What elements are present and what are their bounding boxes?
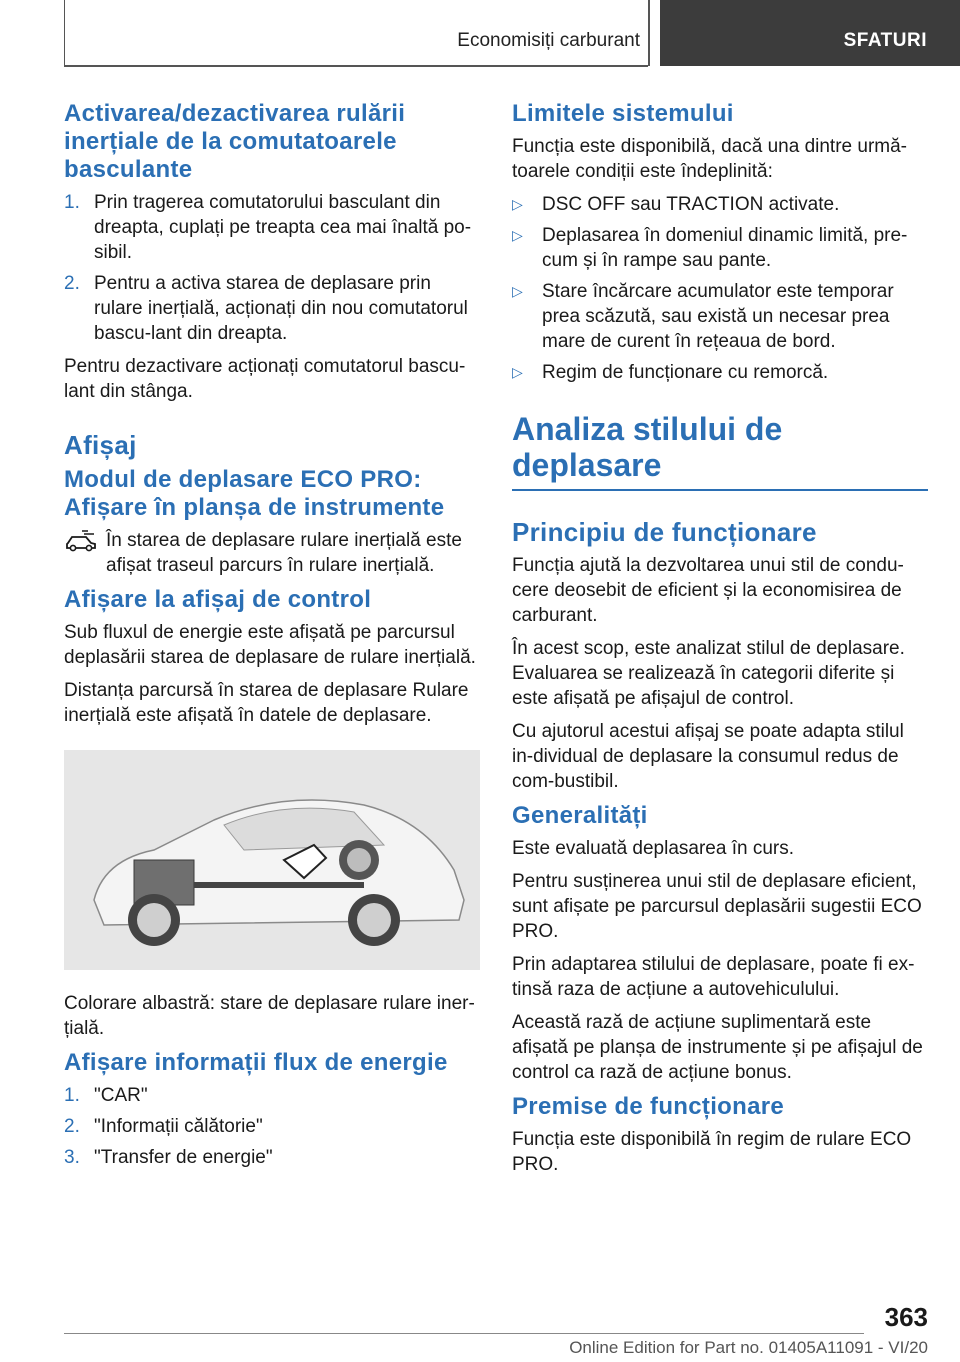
- item-text: Stare încărcare acumulator este temporar prea scăzută, sau există un necesar prea mare de curent în rețeaua de bord.: [542, 281, 894, 352]
- list-item: [64, 271, 480, 346]
- page-number: 363: [884, 1302, 928, 1332]
- header-section-tab: SFATURI: [660, 0, 960, 66]
- heading-driving-style-analysis: Analiza stilului de deplasare: [512, 411, 928, 491]
- triangle-bullet-icon: ▷: [512, 196, 523, 212]
- list-item: [512, 223, 928, 273]
- footer-rule: [64, 1333, 864, 1334]
- item-text: Deplasarea în domeniul dinamic limită, pre-cum și în rampe sau pante.: [542, 225, 908, 271]
- item-text: Regim de funcționare cu remorcă.: [542, 362, 829, 383]
- general-paragraph-1: Este evaluată deplasarea în curs.: [512, 838, 795, 859]
- list-item: [512, 192, 928, 217]
- item-number: 3.: [64, 1147, 80, 1168]
- eco-pro-text: În starea de deplasare rulare inerțială este afișat traseul parcurs în rulare inerțială.: [106, 530, 462, 576]
- control-paragraph-1: Sub fluxul de energie este afișată pe parcursul deplasării starea de deplasare de rulare inerțială.: [64, 622, 476, 668]
- footer-edition: Online Edition for Part no. 01405A11091 - VI/20: [569, 1338, 928, 1357]
- car-drivetrain-illustration: [64, 750, 480, 970]
- coasting-car-icon: [64, 529, 98, 553]
- control-paragraph-2: Distanța parcursă în starea de deplasare Rulare inerțială este afișată în datele de deplasare.: [64, 680, 469, 726]
- right-column: [512, 100, 928, 1185]
- heading-control-display: Afișare la afișaj de control: [64, 586, 372, 613]
- triangle-bullet-icon: ▷: [512, 227, 523, 243]
- limits-intro: Funcția este disponibilă, dacă una dintre urmă-toarele condiții este îndeplinită:: [512, 136, 908, 182]
- heading-system-limits: Limitele sistemului: [512, 100, 734, 127]
- item-text: "Informații călătorie": [94, 1116, 263, 1137]
- list-item: [64, 1114, 480, 1139]
- heading-prerequisites: Premise de funcționare: [512, 1093, 785, 1120]
- header-right-rule: [648, 0, 650, 66]
- general-paragraph-2: Pentru susținerea unui stil de deplasare eficient, sunt afișate pe parcursul deplasării sugestii ECO PRO.: [512, 871, 922, 942]
- heading-general: Generalități: [512, 802, 648, 829]
- step-text: Pentru a activa starea de deplasare prin rulare inerțială, acționați din nou comutatorul bascu-lant din dreapta.: [94, 273, 468, 344]
- heading-energy-flux: Afișare informații flux de energie: [64, 1049, 448, 1076]
- step-number: 2.: [64, 273, 80, 294]
- general-paragraph-3: Prin adaptarea stilului de deplasare, poate fi ex-tinsă raza de acțiune a autovehiculului.: [512, 954, 915, 1000]
- header-chapter-title: Economisiți carburant: [457, 30, 640, 51]
- principle-paragraph-3: Cu ajutorul acestui afișaj se poate adapta stilul in-dividual de deplasare la consumul redus de com-bustibil.: [512, 721, 904, 792]
- triangle-bullet-icon: ▷: [512, 283, 523, 299]
- heading-display: Afișaj: [64, 430, 137, 460]
- prerequisites-paragraph: Funcția este disponibilă în regim de rulare ECO PRO.: [512, 1129, 912, 1175]
- heading-operating-principle: Principiu de funcționare: [512, 517, 817, 547]
- header-bottom-rule: [64, 65, 648, 67]
- limits-list: [512, 192, 928, 385]
- item-number: 1.: [64, 1085, 80, 1106]
- principle-paragraph-1: Funcția ajută la dezvoltarea unui stil de condu-cere deosebit de eficient și la economisirea de carburant.: [512, 555, 904, 626]
- list-item: [512, 360, 928, 385]
- list-item: [64, 190, 480, 265]
- principle-paragraph-2: În acest scop, este analizat stilul de deplasare. Evaluarea se realizează în categorii diferite și este afișată pe afișajul de control.: [512, 638, 905, 709]
- step-text: Prin tragerea comutatorului basculant din dreapta, cuplați pe treapta cea mai înaltă po-sibil.: [94, 192, 472, 263]
- heading-activate-coasting: Activarea/dezactivarea rulării inerțiale de la comutatoarele basculante: [64, 100, 406, 183]
- item-text: "CAR": [94, 1085, 148, 1106]
- step-number: 1.: [64, 192, 80, 213]
- triangle-bullet-icon: ▷: [512, 364, 523, 380]
- list-item: [64, 1083, 480, 1108]
- list-item: [512, 279, 928, 354]
- flux-list: [64, 1083, 480, 1170]
- item-text: "Transfer de energie": [94, 1147, 273, 1168]
- activate-steps-list: [64, 190, 480, 346]
- header-left-rule: [64, 0, 65, 66]
- list-item: [64, 1145, 480, 1170]
- item-text: DSC OFF sau TRACTION activate.: [542, 194, 840, 215]
- heading-eco-pro-instrument: Modul de deplasare ECO PRO: Afișare în planșa de instrumente: [64, 466, 445, 521]
- general-paragraph-4: Această rază de acțiune suplimentară este afișată pe planșa de instrumente și pe afișajul de control ca rază de acțiune bonus.: [512, 1012, 923, 1083]
- item-number: 2.: [64, 1116, 80, 1137]
- deactivate-paragraph: Pentru dezactivare acționați comutatorul bascu-lant din stânga.: [64, 356, 466, 402]
- eco-pro-row: [64, 528, 480, 586]
- left-column: [64, 100, 480, 1178]
- figure-caption: Colorare albastră: stare de deplasare rulare iner-țială.: [64, 993, 475, 1039]
